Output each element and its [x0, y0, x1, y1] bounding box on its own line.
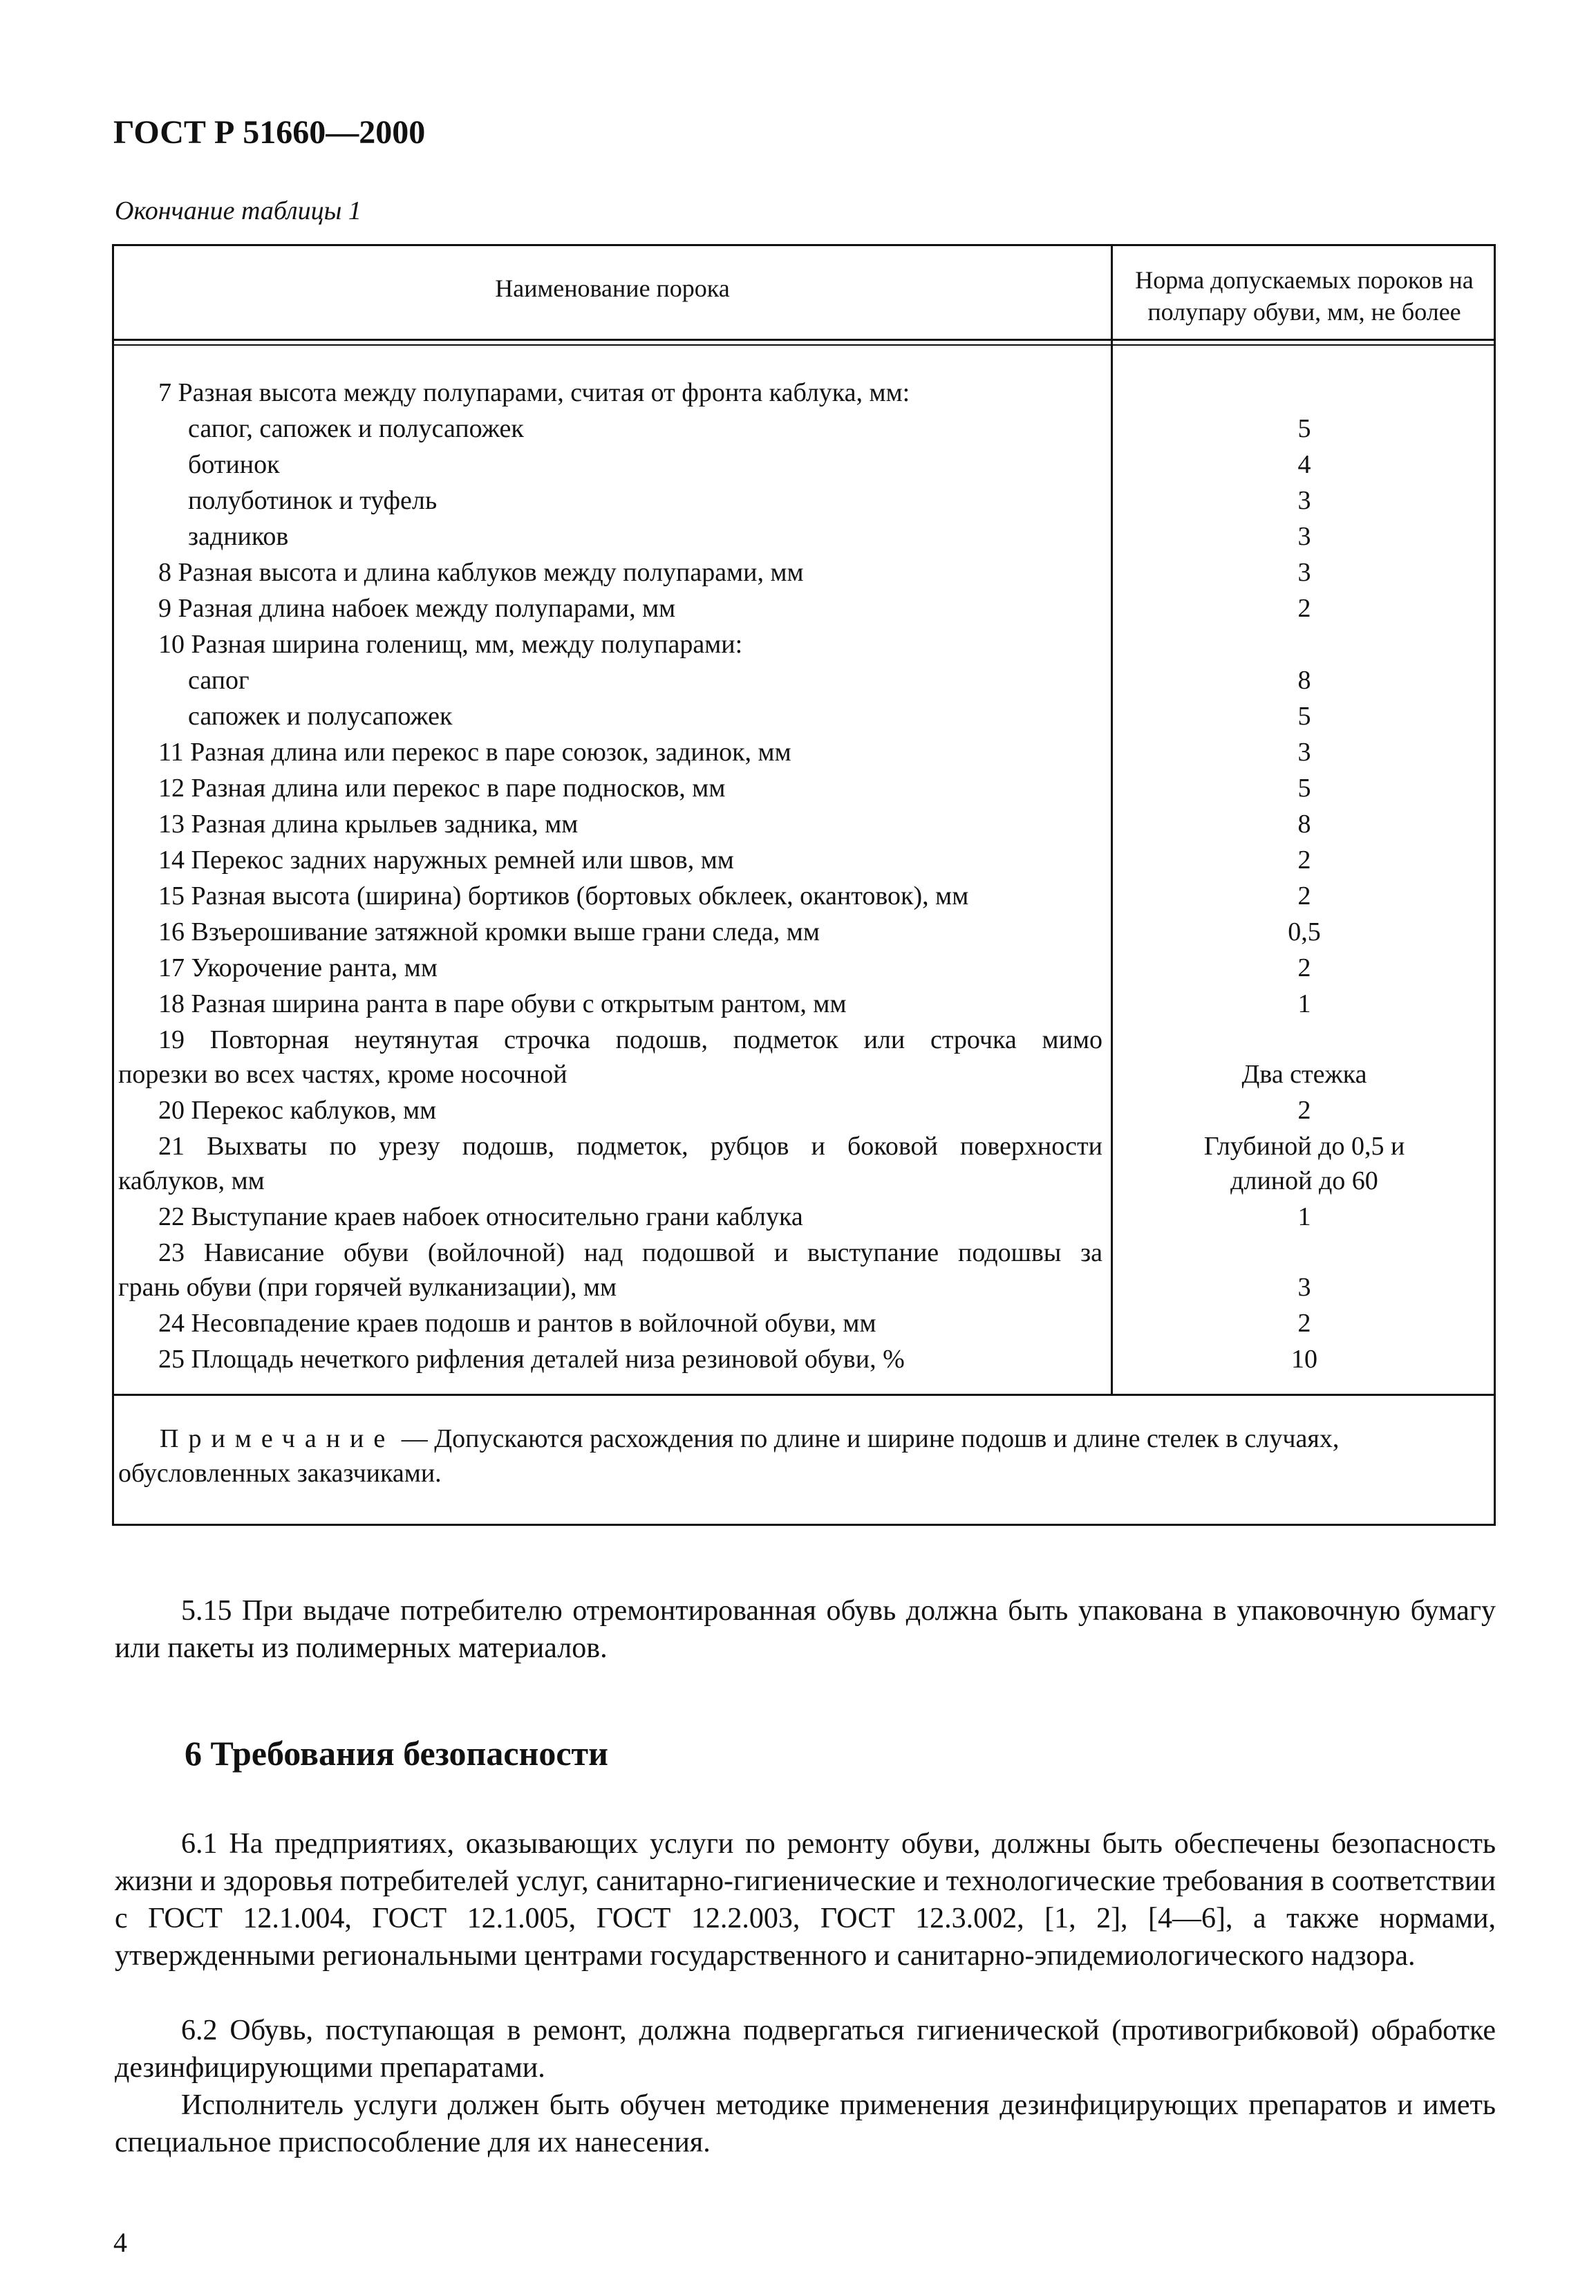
paragraph-6-2-b: Исполнитель услуги должен быть обучен методике применения дезинфицирующих препаратов и иметь специальное приспособление для их нанесения. [115, 2089, 1496, 2158]
section-title: 6 Требования безопасности [185, 1734, 608, 1773]
defects-table: Наименование порока Норма допускаемых пороков на полупару обуви, мм, не более 7 Разная высота между полупарами, считая от фронта каблука, мм: сапог, сапожек и полусапожек 5 ботинок 4 полуботинок и туфель 3 задников 3 8 Разная высота и длина каблуков между полупарами, мм 3 9 Разная длина набоек между полупарами, мм 2 10 Разная ширина голенищ, мм, между полупарами: сапог 8 сапожек и полусапожек 5 11 Разная длина или перекос в паре союзок, задинок, мм 3 12 Разная длина или перекос в паре подносков, мм 5 13 Разная длина крыльев задника, мм 8 14 Перекос задних наружных ремней или швов, мм 2 15 Разная высота (ширина) бортиков (бортовых обклеек, окантовок), мм 2 16 Взъерошивание затяжной кромки выше грани следа, мм 0,5 17 Укорочение ранта, мм 2 18 Разная ширина ранта в паре обуви с открытым рантом, мм 1 19 Повторная неутянутая строчка подошв, подметок или строчка мимо порезки во всех частях, кроме носочной Два стежка 20 Перекос каблуков, мм 2 21 Выхваты по урезу подошв, подметок, рубцов и боковой поверхности Глубиной до 0,5 и каблуков, мм длиной до 60 22 Выступание краев набоек относительно грани каблука 1 23 Нависание обуви (войлочной) над подошвой и выступание подошвы за грань обуви (при горячей вулканизации), мм 3 24 Несовпадение краев подошв и рантов в войлочной обуви, мм 2 25 Площадь нечеткого рифления деталей низа резиновой обуви, % 10 Примечание — Допускаются расхождения по длине и ширине подошв и длине стелек в случаях, обусловленных заказчиками. [112, 244, 1496, 1526]
paragraph-6-1: 6.1 На предприятиях, оказывающих услуги по ремонту обуви, должны быть обеспечены безопасность жизни и здоровья потребителей услуг, санитарно-гигиенические и технологические требования в соответствии с ГОСТ 12.1.004, ГОСТ 12.1.005, ГОСТ 12.2.003, ГОСТ 12.3.002, [1, 2], [4—6], а также нормами, утвержденными региональными центрами государственного и санитарно-эпидемиологического надзора. [115, 1828, 1496, 1972]
paragraph-6-2: 6.2 Обувь, поступающая в ремонт, должна подвергаться гигиенической (противогрибковой) обработке дезинфицирующими препаратами. [115, 2015, 1496, 2084]
table-caption: Окончание таблицы 1 [115, 196, 362, 225]
note-label: Примечание [160, 1424, 395, 1453]
paragraph-5-15: 5.15 При выдаче потребителю отремонтированная обувь должна быть упакована в упаковочную бумагу или пакеты из полимерных материалов. [115, 1595, 1496, 1664]
page-number: 4 [113, 2227, 127, 2258]
column-header-norm: Норма допускаемых пороков на полупару обуви, мм, не более [1135, 266, 1474, 326]
column-header-defect-name: Наименование порока [495, 274, 730, 302]
document-header: ГОСТ Р 51660—2000 [113, 114, 426, 151]
table-note: Примечание — Допускаются расхождения по длине и ширине подошв и длине стелек в случаях, обусловленных заказчиками. [118, 1424, 1340, 1488]
